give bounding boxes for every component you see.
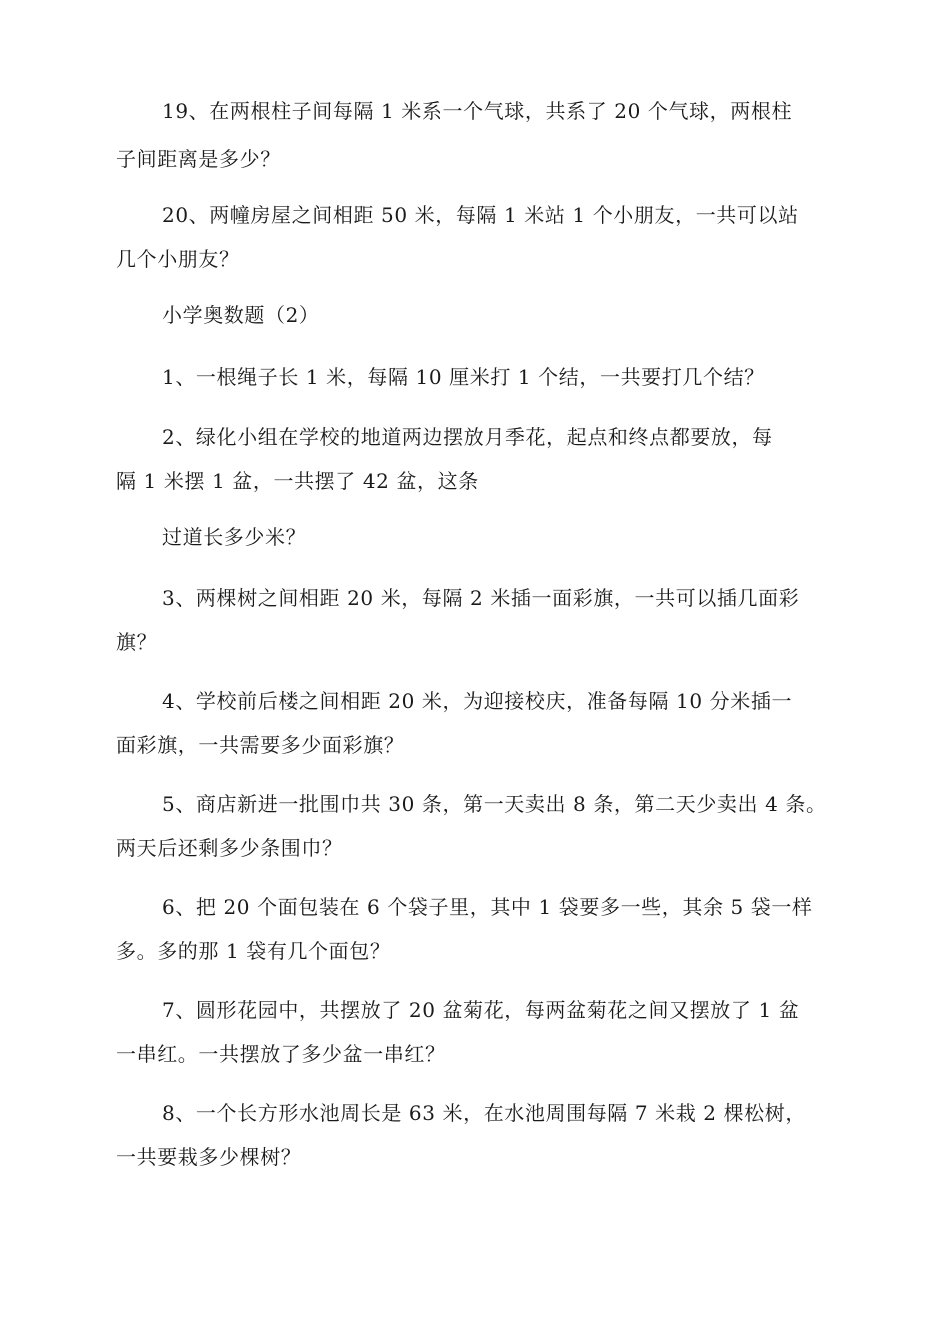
problem-20-line-2: 几个小朋友？ — [116, 247, 240, 271]
section-heading: 小学奥数题（2） — [162, 303, 320, 327]
problem-3-line-2: 旗？ — [116, 630, 158, 654]
problem-7-line-2: 一串红。一共摆放了多少盆一串红？ — [116, 1042, 446, 1066]
problem-8-line-1: 8、一个长方形水池周长是 63 米，在水池周围每隔 7 米栽 2 棵松树， — [162, 1101, 806, 1125]
problem-4-line-2: 面彩旗，一共需要多少面彩旗？ — [116, 733, 405, 757]
problem-8-line-2: 一共要栽多少棵树？ — [116, 1145, 302, 1169]
problem-2-line-3: 过道长多少米？ — [162, 525, 307, 549]
problem-6-line-2: 多。多的那 1 袋有几个面包？ — [116, 939, 391, 963]
problem-19-line-2: 子间距离是多少？ — [116, 147, 281, 171]
problem-7-line-1: 7、圆形花园中，共摆放了 20 盆菊花，每两盆菊花之间又摆放了 1 盆 — [162, 998, 800, 1022]
problem-20-line-1: 20、两幢房屋之间相距 50 米，每隔 1 米站 1 个小朋友，一共可以站 — [162, 203, 799, 227]
problem-2-line-1: 2、绿化小组在学校的地道两边摆放月季花，起点和终点都要放，每 — [162, 425, 773, 449]
problem-5-line-2: 两天后还剩多少条围巾？ — [116, 836, 343, 860]
problem-5-line-1: 5、商店新进一批围巾共 30 条，第一天卖出 8 条，第二天少卖出 4 条。 — [162, 792, 827, 816]
problem-4-line-1: 4、学校前后楼之间相距 20 米，为迎接校庆，准备每隔 10 分米插一 — [162, 689, 793, 713]
problem-2-line-2: 隔 1 米摆 1 盆，一共摆了 42 盆，这条 — [116, 469, 479, 493]
problem-3-line-1: 3、两棵树之间相距 20 米，每隔 2 米插一面彩旗，一共可以插几面彩 — [162, 586, 800, 610]
problem-19-line-1: 19、在两根柱子间每隔 1 米系一个气球，共系了 20 个气球，两根柱 — [162, 99, 793, 123]
problem-1-line-1: 1、一根绳子长 1 米，每隔 10 厘米打 1 个结，一共要打几个结？ — [162, 365, 765, 389]
problem-6-line-1: 6、把 20 个面包装在 6 个袋子里，其中 1 袋要多一些，其余 5 袋一样 — [162, 895, 813, 919]
